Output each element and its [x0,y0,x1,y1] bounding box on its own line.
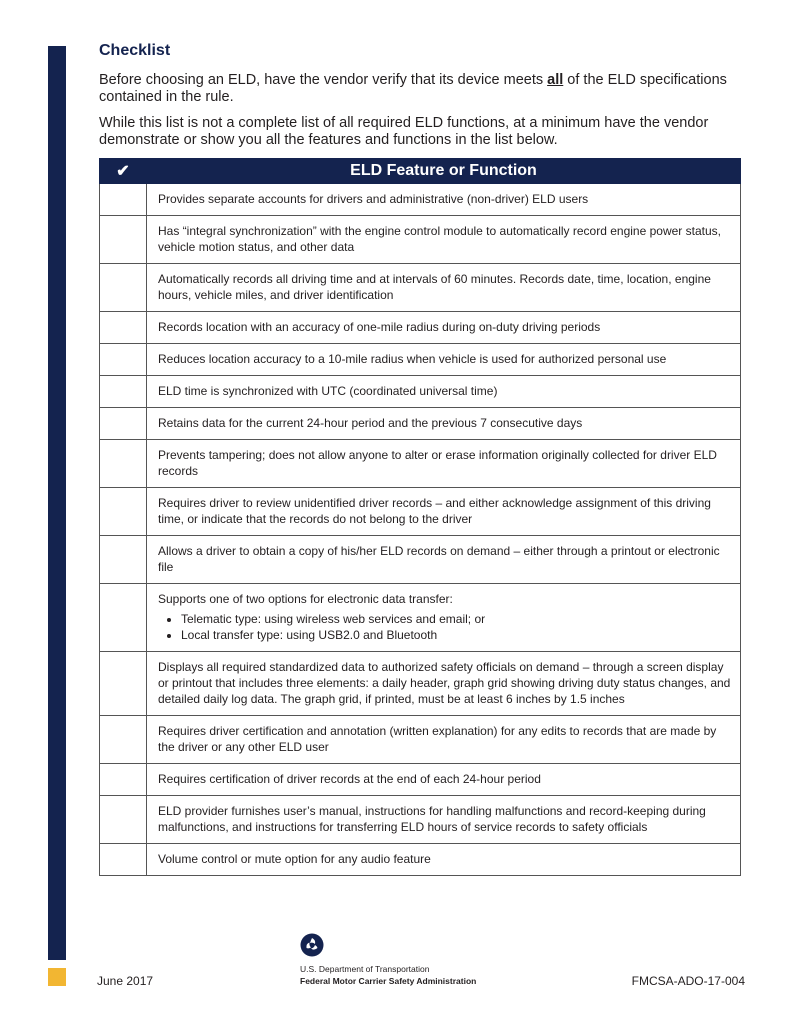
feature-text: Reduces location accuracy to a 10-mile radius when vehicle is used for authorized personal use [147,344,741,376]
feature-text: Requires driver to review unidentified driver records – and either acknowledge assignment of this driving time, or indicate that the records do not belong to the driver [147,488,741,536]
table-row [100,796,741,844]
checkbox-cell[interactable] [100,440,147,488]
feature-text: Records location with an accuracy of one-mile radius during on-duty driving periods [147,312,741,344]
feature-text: Prevents tampering; does not allow anyone to alter or erase information originally collected for driver ELD records [147,440,741,488]
checkbox-cell[interactable] [100,584,147,652]
feature-text: Has “integral synchronization” with the engine control module to automatically record engine power status, vehicle motion status, and other data [147,216,741,264]
dot-triskelion-logo [300,933,324,957]
feature-text: Displays all required standardized data to authorized safety officials on demand – through a screen display or printout that includes three elements: a daily header, graph grid showing driving duty status changes, and detailed daily log data. The graph grid, if printed, must be at least 6 inches by 1.5 inches [147,652,741,716]
table-row [100,312,741,344]
checkbox-cell[interactable] [100,344,147,376]
table-row [100,184,741,216]
table-row [100,344,741,376]
checkbox-cell[interactable] [100,764,147,796]
table-row [100,376,741,408]
intro-emphasis: all [547,72,564,88]
checkbox-cell[interactable] [100,796,147,844]
table-row [100,216,741,264]
eld-checklist-table [99,158,741,876]
list-item: • Local transfer type: using USB2.0 and Bluetooth [181,627,732,643]
feature-text: Provides separate accounts for drivers and administrative (non-driver) ELD users [147,184,741,216]
document-code: FMCSA-ADO-17-004 [631,974,745,988]
intro-text-start: Before choosing an ELD, have the vendor verify that its device meets [99,72,548,88]
checkbox-cell[interactable] [100,376,147,408]
feature-text: Allows a driver to obtain a copy of his/her ELD records on demand – either through a printout or electronic file [147,536,741,584]
list-item: • Telematic type: using wireless web services and email; or [181,611,732,627]
intro-text-end: of the ELD specifications contained in the rule. [99,72,727,105]
department-name: U.S. Department of Transportation [300,964,430,974]
table-row [100,844,741,876]
intro-paragraph-1 [99,72,741,106]
table-row [100,536,741,584]
table-row [100,488,741,536]
side-accent-bar [48,46,66,960]
feature-text: ELD time is synchronized with UTC (coordinated universal time) [147,376,741,408]
intro-paragraph-2: While this list is not a complete list of all required ELD functions, at a minimum have the vendor demonstrate or show you all the features and functions in the list below. [99,115,709,148]
feature-text: Requires driver certification and annotation (written explanation) for any edits to records that are made by the driver or any other ELD user [147,716,741,764]
checkbox-cell[interactable] [100,216,147,264]
checkbox-cell[interactable] [100,488,147,536]
feature-text: Requires certification of driver records at the end of each 24-hour period [147,764,741,796]
feature-text: ELD provider furnishes user’s manual, instructions for handling malfunctions and record-keeping during malfunctions, and instructions for transferring ELD hours of service records to safety officials [147,796,741,844]
feature-text: Supports one of two options for electronic data transfer: [158,592,453,606]
table-row [100,440,741,488]
feature-text: Volume control or mute option for any audio feature [147,844,741,876]
table-row [100,764,741,796]
table-row [100,264,741,312]
footer-date: June 2017 [97,974,154,988]
checkbox-cell[interactable] [100,652,147,716]
checkbox-cell[interactable] [100,716,147,764]
check-mark-icon: ✔ [100,159,147,184]
table-header-row [100,159,741,184]
table-row [100,584,741,652]
checkbox-cell[interactable] [100,264,147,312]
feature-text-with-list [147,584,741,652]
agency-name: Federal Motor Carrier Safety Administration [300,976,477,986]
page-title: Checklist [99,42,171,59]
table-row [100,716,741,764]
checkbox-cell[interactable] [100,536,147,584]
feature-column-header: ELD Feature or Function [147,159,741,184]
feature-text: Retains data for the current 24-hour period and the previous 7 consecutive days [147,408,741,440]
table-row [100,652,741,716]
checkbox-cell[interactable] [100,844,147,876]
checkbox-cell[interactable] [100,312,147,344]
agency-block [300,963,476,987]
transfer-options-list [158,611,732,643]
checkbox-cell[interactable] [100,184,147,216]
checkbox-cell[interactable] [100,408,147,440]
page-content [99,42,741,876]
feature-text: Automatically records all driving time and at intervals of 60 minutes. Records date, time, location, engine hours, vehicle miles, and driver identification [147,264,741,312]
table-row [100,408,741,440]
gold-accent-square [48,968,66,986]
